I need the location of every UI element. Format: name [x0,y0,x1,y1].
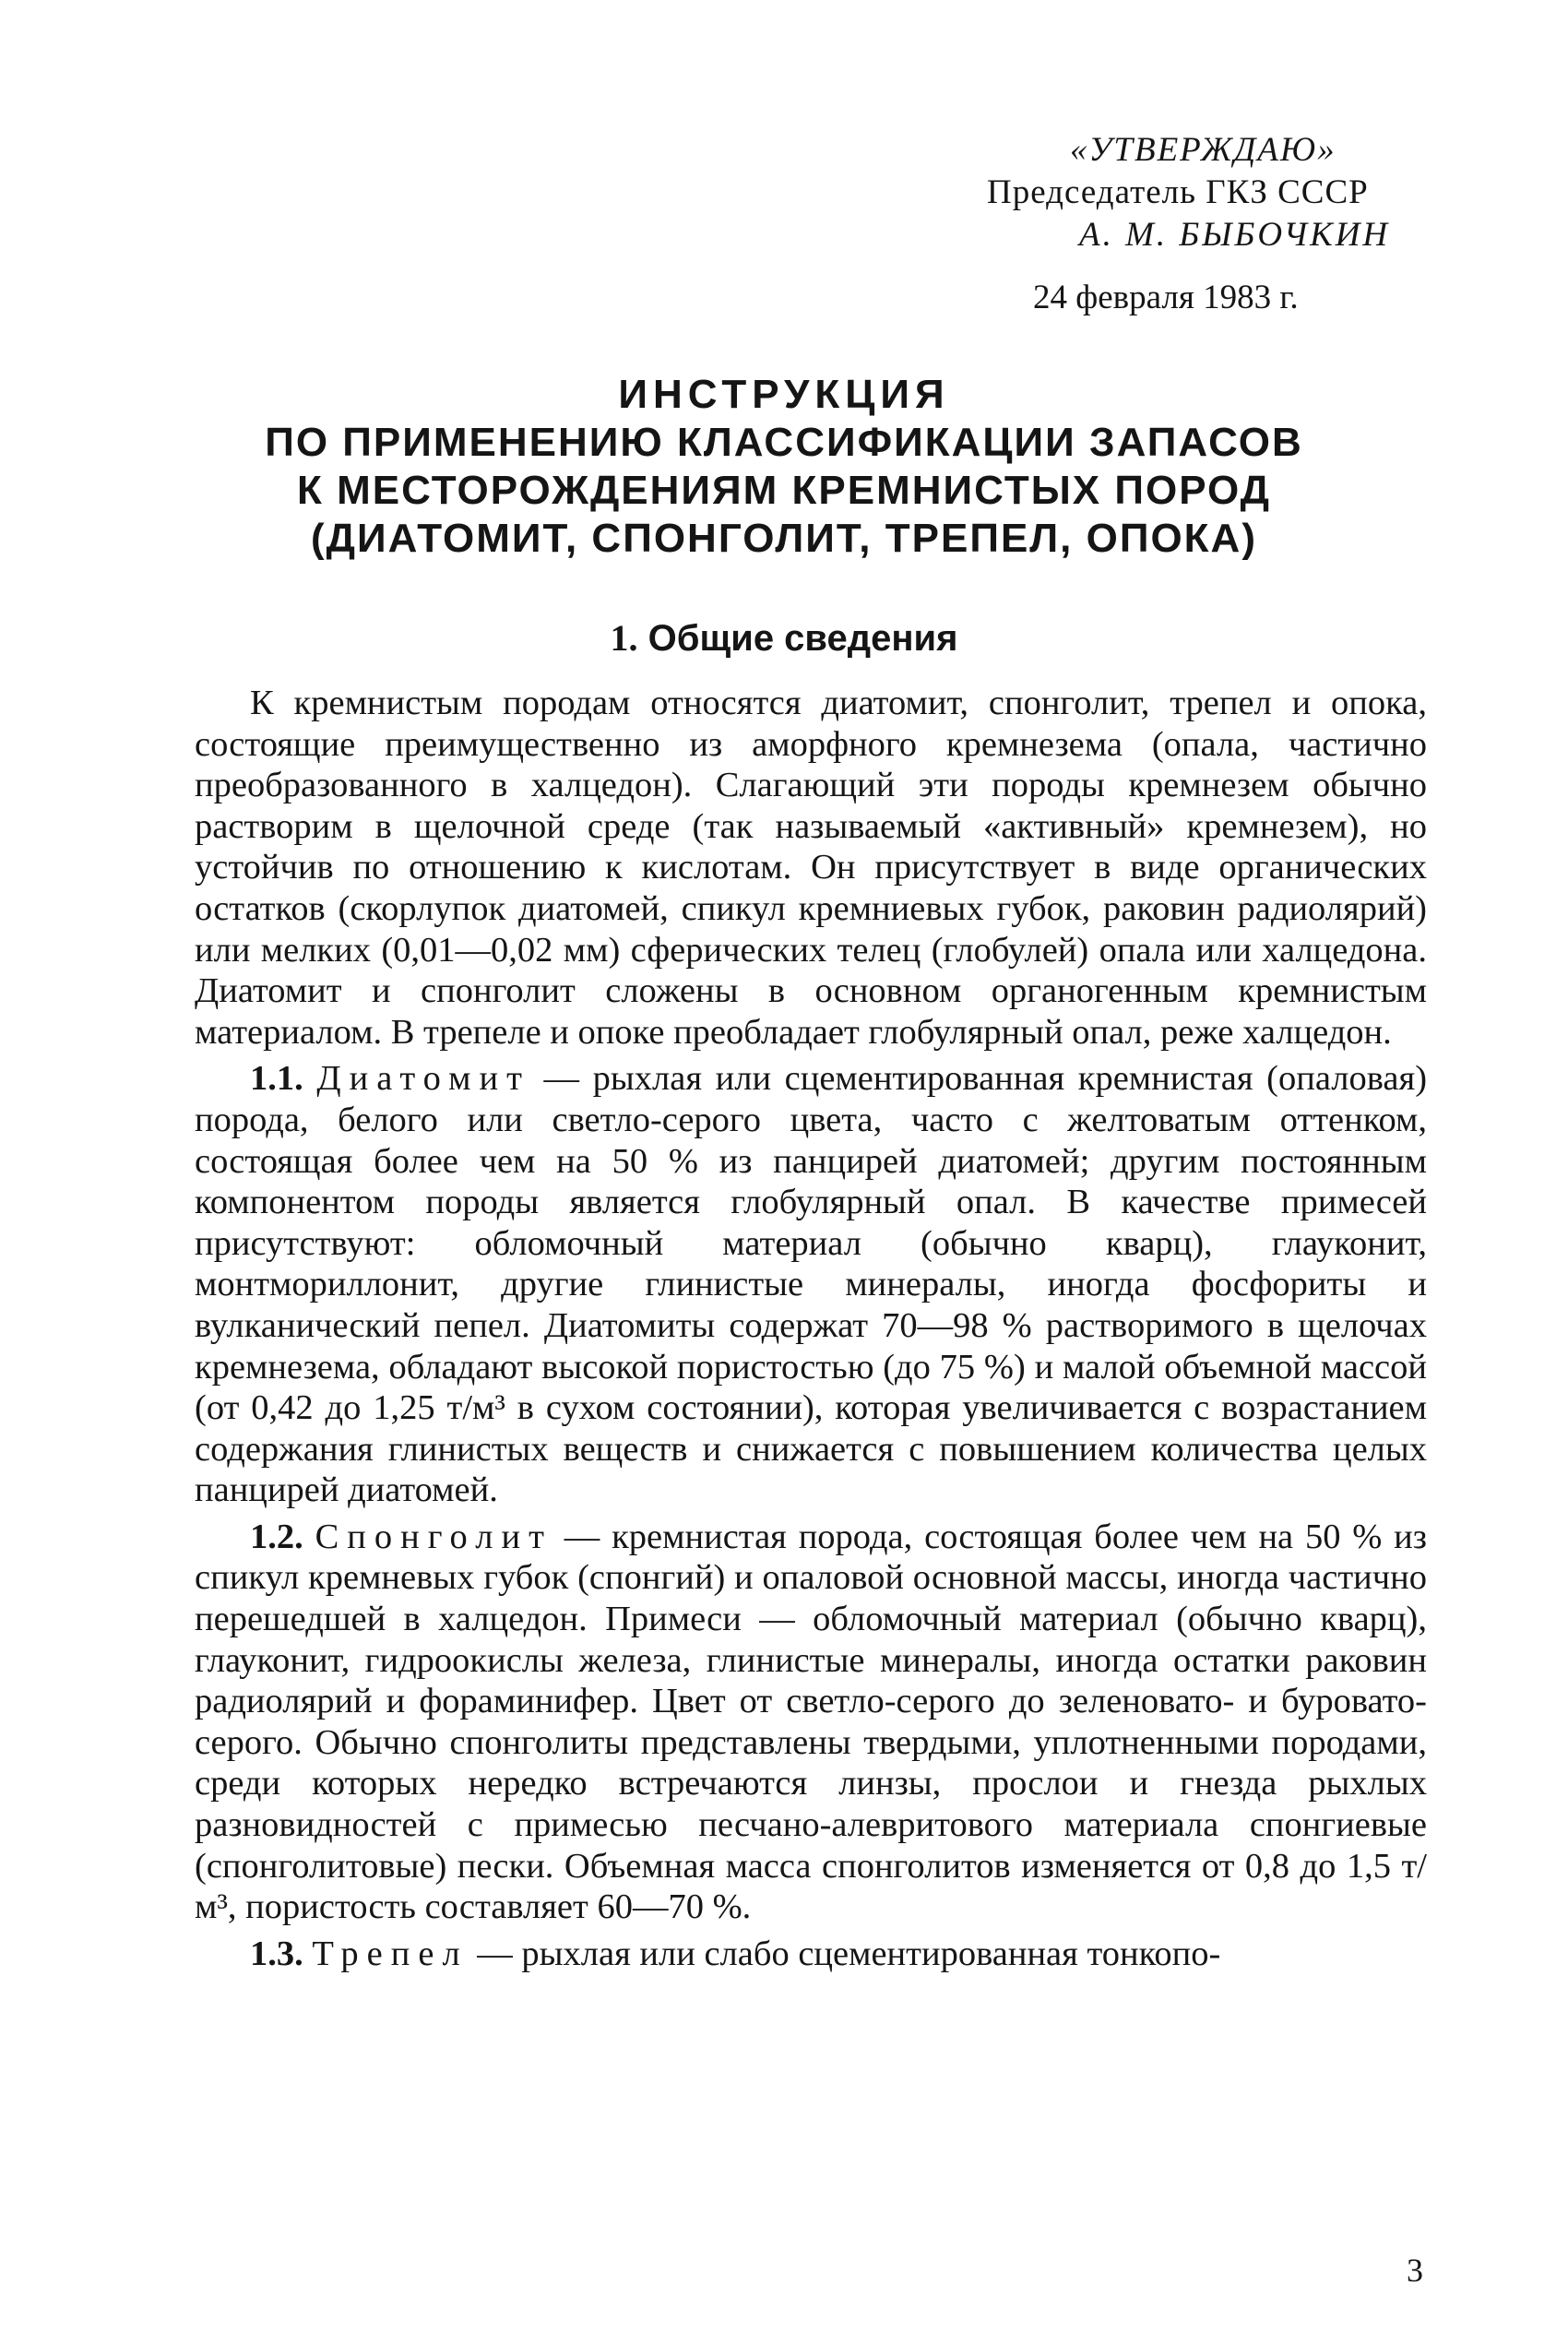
paragraph-text: — рыхлая или слабо сцементированная тонкопо- [468,1934,1221,1973]
title-line-2: ПО ПРИМЕНЕНИЮ КЛАССИФИКАЦИИ ЗАПАСОВ [265,420,1303,465]
section-title: Общие сведения [647,618,958,659]
paragraph-number: 1.3. [250,1934,303,1973]
approval-block [959,129,1476,319]
approval-date: 24 февраля 1983 г. [1033,279,1299,316]
title-line-4: (ДИАТОМИТ, СПОНГОЛИТ, ТРЕПЕЛ, ОПОКА) [311,516,1257,561]
paragraph-intro: К кремнистым породам относятся диатомит, спонголит, трепел и опока, состоящие преимущественно из аморфного кремнезема (опала, частично преобразованного в халцедон). Слагающий эти породы кремнезем обычно растворим в щелочной среде (так называемый «активный» кремнезем), но устойчив по отношению к кислотам. Он присутствует в виде органических остатков (скорлупок диатомей, спикул кремниевых губок, раковин радиолярий) или мелких (0,01—0,02 мм) сферических телец (глобулей) опала или халцедона. Диатомит и спонголит сложены в основном органогенным кремнистым материалом. В трепеле и опоке преобладает глобулярный опал, реже халцедон. [195,684,1427,1052]
section-number: 1. [610,617,638,659]
page-number: 3 [1407,2252,1423,2289]
title-line-1: ИНСТРУКЦИЯ [618,372,950,417]
term-tripoli: Трепел [312,1934,469,1973]
approval-role: Председатель ГКЗ СССР [987,173,1369,211]
paragraph-text: — рыхлая или сцементированная кремнистая (опаловая) порода, белого или светло-серого цвета, часто с желтоватым оттенком, состоящая более чем на 50 % из панцирей диатомей; другим постоянным компонентом породы является глобулярный опал. В качестве примесей присутствуют: обломочный материал (обычно кварц), глауконит, монтмориллонит, другие глинистые минералы, иногда фосфориты и вулканический пепел. Диатомиты содержат 70—98 % растворимого в щелочах кремнезема, обладают высокой пористостью (до 75 %) и малой объемной массой (от 0,42 до 1,25 т/м³ в сухом состоянии), которая увеличивается с возрастанием содержания глинистых веществ и снижается с повышением количества целых панцирей диатомей. [195,1059,1428,1510]
paragraph-1-2 [195,1517,1427,1928]
section-heading [184,616,1384,661]
title-line-3: К МЕСТОРОЖДЕНИЯМ КРЕМНИСТЫХ ПОРОД [297,468,1271,513]
approval-stamp: «УТВЕРЖДАЮ» [1070,131,1336,169]
approval-name: А. М. БЫБОЧКИН [1079,216,1391,254]
paragraph-number: 1.1. [250,1059,303,1099]
paragraph-number: 1.2. [250,1517,303,1556]
term-diatomite: Диатомит [316,1059,530,1099]
body-text [195,683,1427,1974]
term-spongolite: Спонголит [315,1517,552,1556]
paragraph-1-1 [195,1058,1427,1511]
paragraph-1-3 [195,1934,1427,1975]
paragraph-text: — кремнистая порода, состоящая более чем на 50 % из спикул кремневых губок (спонгий) и опаловой основной массы, иногда частично перешедшей в халцедон. Примеси — обломочный материал (обычно кварц), глауконит, гидроокислы железа, глинистые минералы, иногда остатки раковин радиолярий и фораминифер. Цвет от светло-серого до зеленовато- и буровато-серого. Обычно спонголиты представлены твердыми, уплотненными породами, среди которых нередко встречаются линзы, прослои и гнезда рыхлых разновидностей с примесью песчано-алевритового материала спонгиевые (спонголитовые) пески. Объемная масса спонголитов изменяется от 0,8 до 1,5 т/м³, пористость составляет 60—70 %. [195,1517,1427,1927]
document-title [184,371,1384,563]
